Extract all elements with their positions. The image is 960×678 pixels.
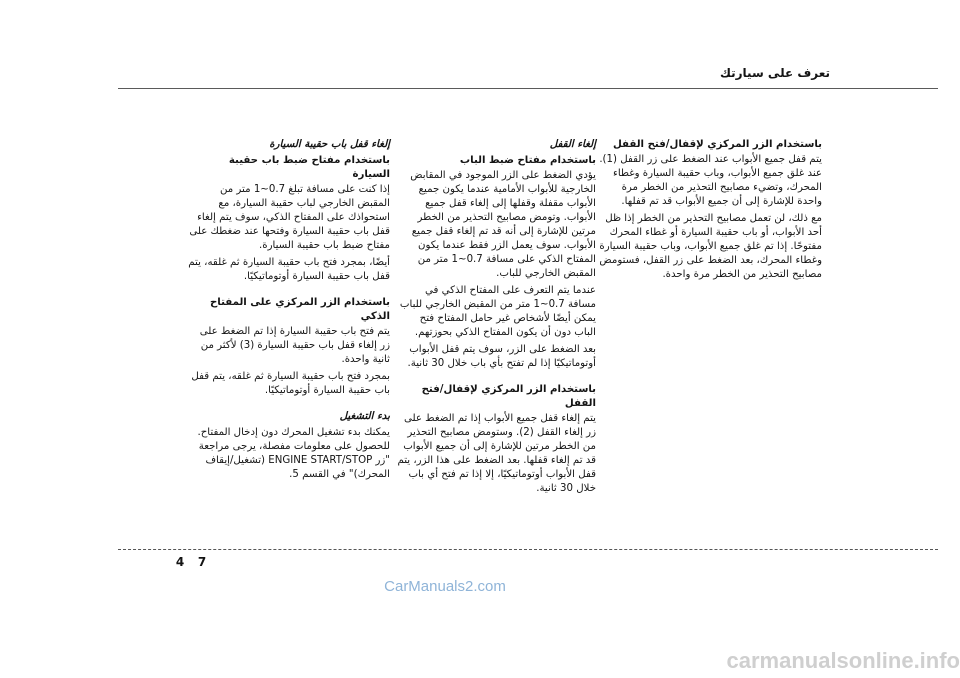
page-header-title: تعرف على سيارتك: [719, 66, 831, 80]
section-heading: بدء التشغيل: [339, 411, 390, 422]
section-title: باستخدام مفتاح ضبط باب حقيبة السيارة: [228, 155, 390, 180]
paragraph: أيضًا، بمجرد فتح باب حقيبة السيارة ثم غلقه، يتم قفل باب حقيبة السيارة أوتوماتيكيًا.: [188, 257, 390, 282]
paragraph: مع ذلك، لن تعمل مصابيح التحذير من الخطر إذا ظل أحد الأبواب، أو باب حقيبة السيارة أو غطاء المحرك مفتوحًا. إذا تم غلق جميع الأبواب، وباب حقيبة السيارة وغطاء المحرك، بعد الضغط على زر القفل، فستومض مصابيح التحذير من الخطر مرة واحدة.: [599, 213, 822, 280]
paragraph: يتم قفل جميع الأبواب عند الضغط على زر القفل (1). عند غلق جميع الأبواب، وباب حقيبة السيارة وغطاء المحرك، وتضيء مصابيح التحذير من الخطر مرة واحدة للإشارة إلى أن جميع الأبواب قد تم قفلها.: [599, 154, 822, 207]
section-heading: إلغاء قفل باب حقيبة السيارة: [269, 139, 390, 150]
watermark-link[interactable]: CarManuals2.com: [384, 578, 506, 595]
paragraph: بعد الضغط على الزر، سوف يتم قفل الأبواب أوتوماتيكيًا إذا لم تفتح بأي باب خلال 30 ثانية.: [407, 344, 596, 369]
section-title: باستخدام الزر المركزي على المفتاح الذكي: [209, 297, 390, 322]
page-number: [170, 555, 214, 569]
watermark-text: carmanualsonline.info: [726, 648, 960, 673]
paragraph: يمكنك بدء تشغيل المحرك دون إدخال المفتاح. للحصول على معلومات مفصلة، يرجى مراجعة "زر ENGINE START/STOP (تشغيل/إيقاف المحرك)" في القسم 5.: [197, 427, 390, 480]
header-divider: [118, 88, 938, 89]
page-number-left: 4: [175, 555, 187, 569]
paragraph: بمجرد فتح باب حقيبة السيارة ثم غلقه، يتم قفل باب حقيبة السيارة أوتوماتيكيًا.: [191, 371, 390, 396]
paragraph: يتم إلغاء قفل جميع الأبواب إذا تم الضغط على زر إلغاء القفل (2). وستومض مصابيح التحذير من الخطر مرتين للإشارة إلى أن جميع الأبواب قد تم إلغاء قفلها. بعد الضغط على هذا الزر، يتم قفل الأبواب أوتوماتيكيًا، إلا إذا تم فتح أي باب خلال 30 ثانية.: [397, 413, 596, 494]
footer-divider: [118, 549, 938, 550]
paragraph: إذا كنت على مسافة تبلغ 0.7~1 متر من المقبض الخارجي لباب حقيبة السيارة، مع استحواذك على المفتاح الذكي، سوف يتم إلغاء قفل باب حقيبة السيارة وفتحها عند ضغطك على مفتاح ضبط باب حقيبة السيارة.: [189, 184, 390, 251]
section-title: باستخدام الزر المركزي لإقفال/فتح القفل: [612, 139, 822, 150]
section-heading: إلغاء القفل: [549, 139, 596, 150]
section-title: باستخدام مفتاح ضبط الباب: [459, 155, 596, 166]
section-title: باستخدام الزر المركزي لإقفال/فتح القفل: [421, 384, 596, 409]
paragraph: يؤدي الضغط على الزر الموجود في المقابض الخارجية للأبواب الأمامية عندما يكون جميع الأبواب مقفلة وقفلها إلى إلغاء قفل جميع الأبواب. وتومض مصابيح التحذير من الخطر مرتين للإشارة إلى أنه قد تم إلغاء قفل جميع الأبواب. سوف يعمل الزر فقط عندما يكون المفتاح الذكي على مسافة 0.7~1 متر من المقبض الخارجي للباب.: [410, 170, 596, 279]
column-left: [188, 138, 390, 494]
page-number-right: 7: [197, 555, 209, 569]
column-middle: [396, 138, 596, 508]
column-right: [596, 138, 822, 294]
paragraph: عندما يتم التعرف على المفتاح الذكي في مسافة 0.7~1 متر من المقبض الخارجي للباب يمكن أيضًا لأشخاص غير حامل المفتاح فتح الباب دون أن يكون المفتاح الذكي بحوزتهم.: [399, 285, 596, 338]
paragraph: يتم فتح باب حقيبة السيارة إذا تم الضغط على زر إلغاء قفل باب حقيبة السيارة (3) لأكثر من ثانية واحدة.: [199, 326, 390, 365]
